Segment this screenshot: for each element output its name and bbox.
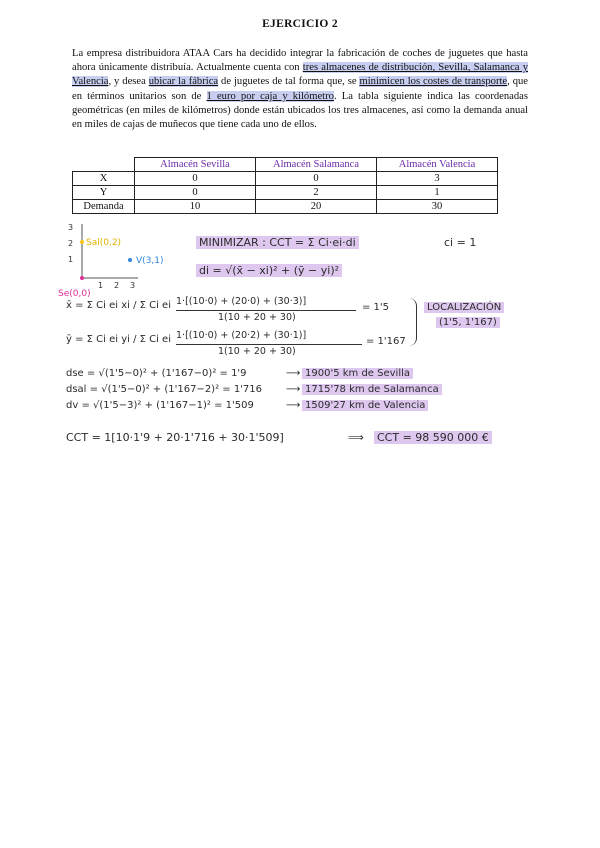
distance-salamanca: dsal = √(1'5−0)² + (1'167−2)² = 1'716 bbox=[66, 384, 263, 395]
label-valencia: V(3,1) bbox=[136, 256, 164, 266]
xbar-result: = 1'5 bbox=[362, 302, 390, 313]
statement-text-1: La empresa distribuidora ATAA Cars ha decidido integrar la fabricación de coches de juguetes que hasta ahora únicamente distribuía. Actualmente cuenta con bbox=[72, 48, 528, 74]
distance-valencia: dv = √(1'5−3)² + (1'167−1)² = 1'509 bbox=[66, 400, 254, 411]
statement-text-5: . La tabla siguiente indica las coordenadas geométricas (en miles de kilómetros) donde están ubicados los tres almacenes, así como la demanda anual en miles de cajas de muñecos que tiene cada uno de ellos. bbox=[72, 90, 528, 131]
y-tick: 1 bbox=[68, 255, 74, 264]
unit-cost-note: ci = 1 bbox=[444, 236, 477, 249]
y-tick: 3 bbox=[68, 223, 74, 232]
statement-text-3: de juguetes de tal forma que, se bbox=[218, 76, 360, 88]
arrow-icon: ⟶ bbox=[286, 400, 301, 411]
statement-text-4: , que en términos unitarios son de bbox=[72, 76, 528, 102]
table-cell: 30 bbox=[377, 200, 498, 214]
table-cell: 2 bbox=[256, 186, 377, 200]
table-cell: 20 bbox=[256, 200, 377, 214]
exercise-title: EJERCICIO 2 bbox=[262, 18, 338, 30]
row-label: Y bbox=[73, 186, 135, 200]
xbar-numerator: 1·[(10·0) + (20·0) + (30·3)] bbox=[176, 296, 307, 307]
table-corner bbox=[73, 158, 135, 172]
y-tick: 2 bbox=[68, 239, 74, 248]
distance-valencia-result: 1509'27 km de Valencia bbox=[302, 400, 428, 411]
xbar-fraction-line bbox=[176, 310, 356, 311]
statement-text-2: , y desea bbox=[108, 76, 149, 88]
x-tick: 2 bbox=[114, 281, 120, 290]
table-cell: 0 bbox=[135, 172, 256, 186]
table-cell: 1 bbox=[377, 186, 498, 200]
arrow-icon: ⟶ bbox=[286, 384, 301, 395]
problem-statement bbox=[72, 47, 528, 132]
ybar-lhs: ȳ = Σ Ci ei yi / Σ Ci ei bbox=[66, 334, 171, 345]
table-cell: 10 bbox=[135, 200, 256, 214]
table-header-row bbox=[73, 158, 498, 172]
ybar-result: = 1'167 bbox=[366, 336, 406, 347]
table-row bbox=[73, 172, 498, 186]
ybar-fraction-line bbox=[176, 344, 362, 345]
highlight-minimize: minimicen los costes de transporte bbox=[359, 76, 508, 88]
label-sevilla: Se(0,0) bbox=[58, 289, 91, 299]
table-cell: 3 bbox=[377, 172, 498, 186]
location-title: LOCALIZACIÓN bbox=[424, 302, 504, 313]
distance-sevilla: dse = √(1'5−0)² + (1'167−0)² = 1'9 bbox=[66, 368, 247, 379]
highlight-factory: ubicar la fábrica bbox=[148, 76, 219, 88]
distance-sevilla-result: 1900'5 km de Sevilla bbox=[302, 368, 413, 379]
ybar-numerator: 1·[(10·0) + (20·2) + (30·1)] bbox=[176, 330, 307, 341]
table-row bbox=[73, 200, 498, 214]
table-cell: 0 bbox=[256, 172, 377, 186]
total-cost-formula: CCT = 1[10·1'9 + 20·1'716 + 30·1'509] bbox=[66, 431, 284, 444]
xbar-denominator: 1(10 + 20 + 30) bbox=[218, 312, 296, 323]
point-valencia bbox=[128, 258, 132, 262]
x-tick: 3 bbox=[130, 281, 136, 290]
arrow-icon: ⟶ bbox=[286, 368, 301, 379]
warehouse-table bbox=[72, 157, 498, 214]
highlight-warehouses: tres almacenes de distribución, Sevilla, Salamanca y Valencia bbox=[72, 62, 528, 88]
header-valencia: Almacén Valencia bbox=[377, 158, 498, 172]
ybar-denominator: 1(10 + 20 + 30) bbox=[218, 346, 296, 357]
minimize-objective: MINIMIZAR : CCT = Σ Ci·ei·di bbox=[196, 236, 359, 249]
header-salamanca: Almacén Salamanca bbox=[256, 158, 377, 172]
arrow-icon: ⟹ bbox=[348, 431, 364, 444]
distance-formula: di = √(x̄ − xi)² + (ȳ − yi)² bbox=[196, 264, 342, 277]
point-salamanca bbox=[80, 240, 84, 244]
point-sevilla bbox=[80, 276, 84, 280]
table-cell: 0 bbox=[135, 186, 256, 200]
location-sketch bbox=[58, 220, 188, 300]
highlight-unit-cost: 1 euro por caja y kilómetro bbox=[206, 90, 334, 102]
header-sevilla: Almacén Sevilla bbox=[135, 158, 256, 172]
label-salamanca: Sal(0,2) bbox=[86, 238, 122, 248]
xbar-lhs: x̄ = Σ Ci ei xi / Σ Ci ei bbox=[66, 300, 171, 311]
table-row bbox=[73, 186, 498, 200]
x-tick: 1 bbox=[98, 281, 104, 290]
total-cost-result: CCT = 98 590 000 € bbox=[374, 431, 492, 444]
brace bbox=[408, 298, 417, 346]
distance-salamanca-result: 1715'78 km de Salamanca bbox=[302, 384, 442, 395]
location-value: (1'5, 1'167) bbox=[436, 317, 500, 328]
row-label: X bbox=[73, 172, 135, 186]
row-label: Demanda bbox=[73, 200, 135, 214]
